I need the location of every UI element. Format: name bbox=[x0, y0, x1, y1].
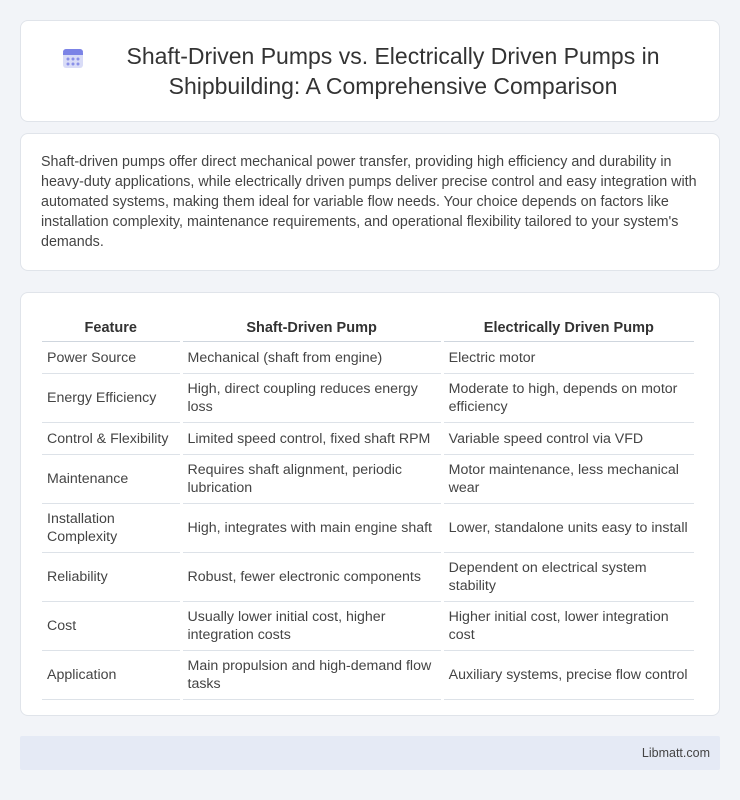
feature-cell: Energy Efficiency bbox=[42, 374, 180, 423]
comparison-table-card bbox=[20, 292, 720, 716]
comparison-table bbox=[39, 309, 697, 700]
footer bbox=[20, 736, 720, 770]
shaft-cell: Mechanical (shaft from engine) bbox=[183, 342, 441, 374]
calendar-icon bbox=[60, 45, 86, 71]
table-row bbox=[42, 651, 694, 700]
intro-card bbox=[20, 133, 720, 271]
table-header-row bbox=[42, 309, 694, 342]
page-title: Shaft-Driven Pumps vs. Electrically Driven Pumps in Shipbuilding: A Comprehensive Comparison bbox=[126, 43, 660, 99]
feature-cell: Reliability bbox=[42, 553, 180, 602]
header-electrically-driven: Electrically Driven Pump bbox=[444, 309, 694, 342]
feature-cell: Application bbox=[42, 651, 180, 700]
table-row bbox=[42, 504, 694, 553]
feature-cell: Installation Complexity bbox=[42, 504, 180, 553]
electric-cell: Moderate to high, depends on motor efficiency bbox=[444, 374, 694, 423]
electric-cell: Lower, standalone units easy to install bbox=[444, 504, 694, 553]
shaft-cell: Robust, fewer electronic components bbox=[183, 553, 441, 602]
intro-text: Shaft-driven pumps offer direct mechanical power transfer, providing high efficiency and durability in heavy-duty applications, while electrically driven pumps deliver precise control and easy integration with automated systems, making them ideal for variable flow needs. Your choice depends on factors like installation complexity, maintenance requirements, and operational flexibility tailored to your system's demands. bbox=[41, 154, 697, 250]
shaft-cell: High, integrates with main engine shaft bbox=[183, 504, 441, 553]
electric-cell: Electric motor bbox=[444, 342, 694, 374]
header-shaft-driven: Shaft-Driven Pump bbox=[183, 309, 441, 342]
feature-cell: Power Source bbox=[42, 342, 180, 374]
table-row bbox=[42, 423, 694, 455]
feature-cell: Maintenance bbox=[42, 455, 180, 504]
shaft-cell: Main propulsion and high-demand flow tasks bbox=[183, 651, 441, 700]
electric-cell: Variable speed control via VFD bbox=[444, 423, 694, 455]
electric-cell: Motor maintenance, less mechanical wear bbox=[444, 455, 694, 504]
table-row bbox=[42, 602, 694, 651]
shaft-cell: Usually lower initial cost, higher integration costs bbox=[183, 602, 441, 651]
shaft-cell: High, direct coupling reduces energy loss bbox=[183, 374, 441, 423]
shaft-cell: Limited speed control, fixed shaft RPM bbox=[183, 423, 441, 455]
electric-cell: Higher initial cost, lower integration cost bbox=[444, 602, 694, 651]
table-row bbox=[42, 342, 694, 374]
feature-cell: Control & Flexibility bbox=[42, 423, 180, 455]
feature-cell: Cost bbox=[42, 602, 180, 651]
footer-brand-link[interactable]: Libmatt.com bbox=[641, 746, 710, 760]
electric-cell: Auxiliary systems, precise flow control bbox=[444, 651, 694, 700]
table-row bbox=[42, 374, 694, 423]
electric-cell: Dependent on electrical system stability bbox=[444, 553, 694, 602]
shaft-cell: Requires shaft alignment, periodic lubrication bbox=[183, 455, 441, 504]
title-card bbox=[20, 20, 720, 122]
header-feature: Feature bbox=[42, 309, 180, 342]
table-row bbox=[42, 553, 694, 602]
title-row bbox=[60, 41, 680, 101]
table-row bbox=[42, 455, 694, 504]
